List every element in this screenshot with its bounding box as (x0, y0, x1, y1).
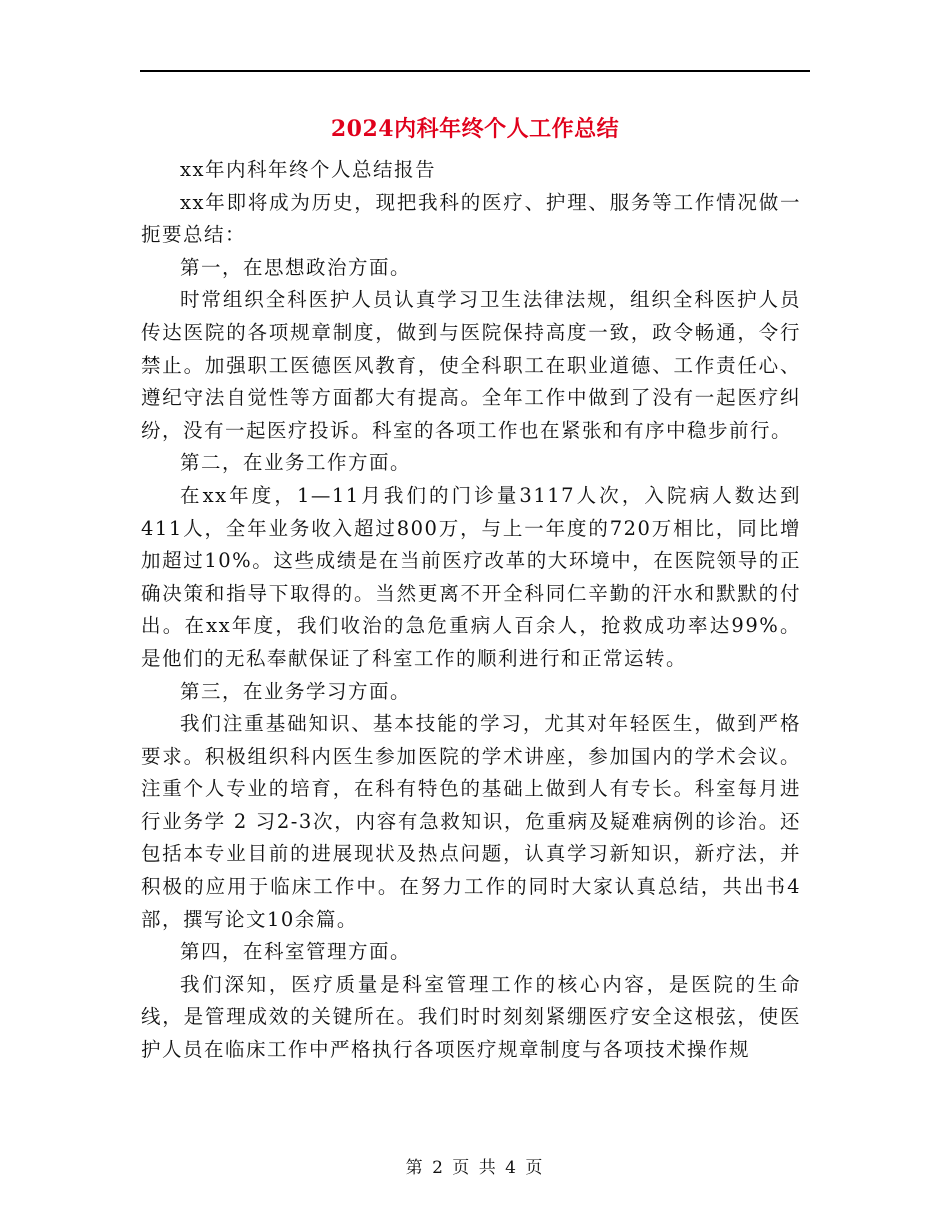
section-heading: 第三，在业务学习方面。 (180, 679, 412, 703)
header-rule (140, 70, 810, 72)
document-body (141, 154, 801, 1067)
paragraph: 我们深知，医疗质量是科室管理工作的核心内容，是医院的生命线，是管理成效的关键所在。我们时时刻刻紧绷医疗安全这根弦，使医护人员在临床工作中严格执行各项医疗规章制度与各项技术操作规 (141, 972, 801, 1062)
section-heading: 第一，在思想政治方面。 (180, 255, 412, 279)
page-number: 第 2 页 共 4 页 (405, 1158, 545, 1178)
paragraph: xx年内科年终个人总结报告 (180, 158, 436, 181)
paragraph: 在xx年度，1—11月我们的门诊量3117人次，入院病人数达到411人，全年业务收入超过800万，与上一年度的720万相比，同比增加超过10%。这些成绩是在当前医疗改革的大环境中，在医院领导的正确决策和指导下取得的。当然更离不开全科同仁辛勤的汗水和默默的付出。在xx年度，我们收治的急危重病人百余人，抢救成功率达99%。是他们的无私奉献保证了科室工作的顺利进行和正常运转。 (141, 483, 801, 670)
paragraph: 我们注重基础知识、基本技能的学习，尤其对年轻医生，做到严格要求。积极组织科内医生参加医院的学术讲座，参加国内的学术会议。注重个人专业的培育，在科有特色的基础上做到人有专长。科室每月进行业务学 2 习2-3次，内容有急救知识，危重病及疑难病例的诊治。还包括本专业目前的进展现状及热点问题，认真学习新知识，新疗法，并积极的应用于临床工作中。在努力工作的同时大家认真总结，共出书4部，撰写论文10余篇。 (141, 712, 801, 931)
section-heading: 第四，在科室管理方面。 (180, 940, 412, 964)
paragraph: xx年即将成为历史，现把我科的医疗、护理、服务等工作情况做一扼要总结： (141, 190, 801, 247)
paragraph: 时常组织全科医护人员认真学习卫生法律法规，组织全科医护人员传达医院的各项规章制度，做到与医院保持高度一致，政令畅通，令行禁止。加强职工医德医风教育，使全科职工在职业道德、工作责任心、遵纪守法自觉性等方面都大有提高。全年工作中做到了没有一起医疗纠纷，没有一起医疗投诉。科室的各项工作也在紧张和有序中稳步前行。 (141, 288, 801, 442)
section-heading: 第二，在业务工作方面。 (180, 451, 412, 475)
document-title: 2024内科年终个人工作总结 (330, 116, 620, 142)
